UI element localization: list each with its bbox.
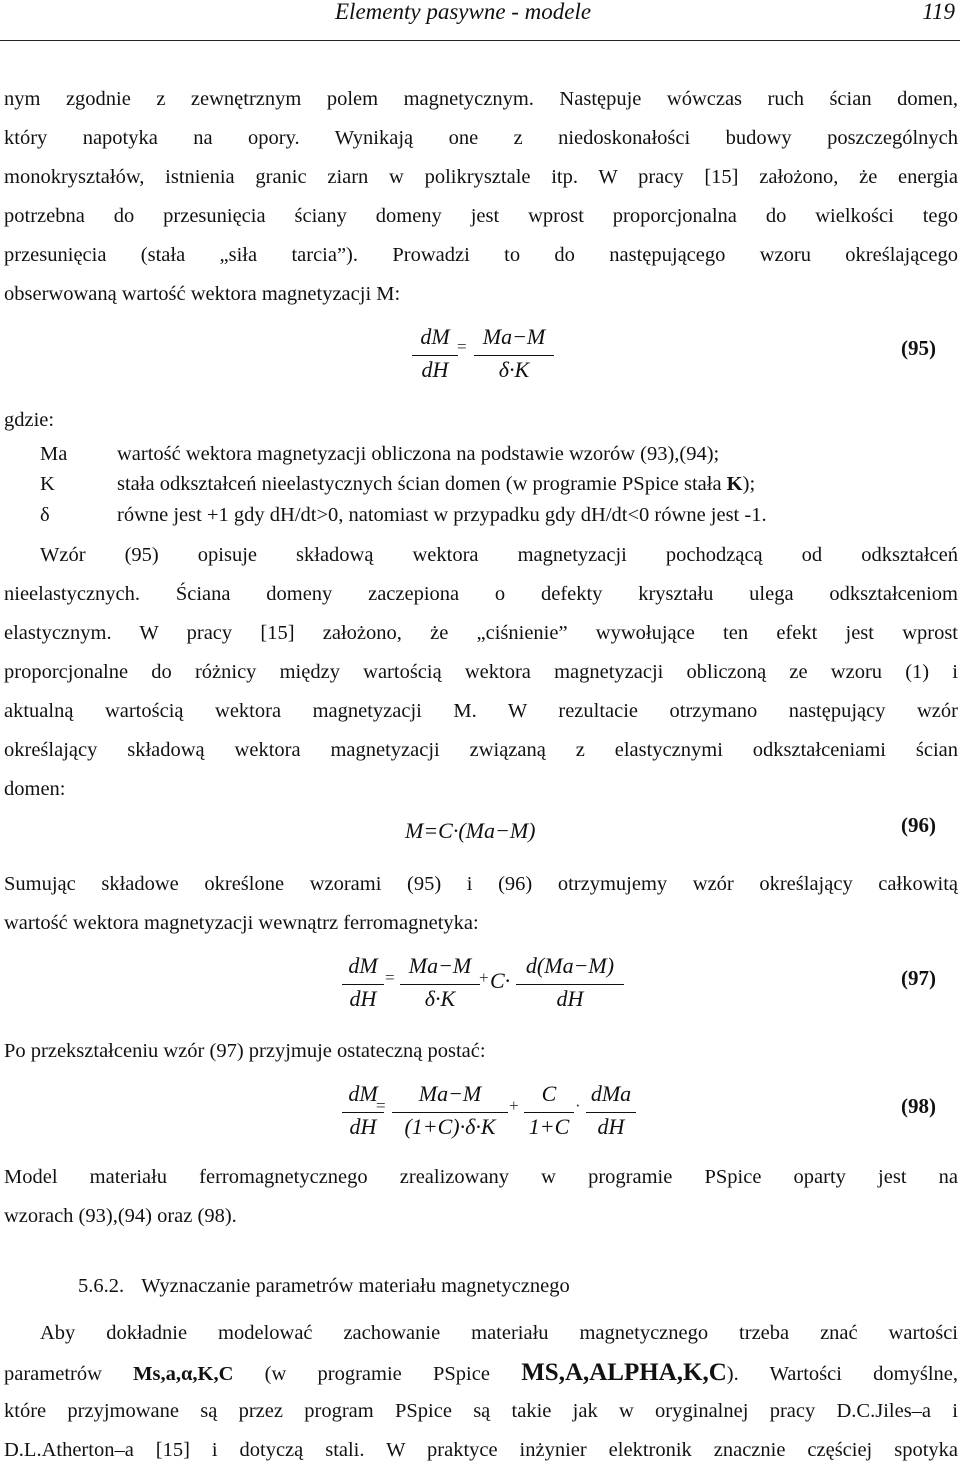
eq97-term2-denominator: dH — [556, 986, 584, 1011]
text-line: Model materiału ferromagnetycznego zrealizowany w programie PSpice oparty jest na — [4, 1166, 958, 1188]
page-header — [0, 0, 960, 41]
eq97-fraction-bar — [400, 984, 480, 985]
eq97-equals: = — [385, 968, 395, 987]
text-line: elastycznym. W pracy [15] założono, że „ciśnienie” wywołujące ten efekt jest wprost — [4, 622, 958, 644]
eq98-term1-numerator: Ma−M — [418, 1081, 482, 1106]
text-part: parametrów — [4, 1363, 134, 1385]
eq95-lhs-denominator: dH — [421, 357, 449, 382]
text-line: potrzebna do przesunięcia ściany domeny jest wprost proporcjonalna do wielkości tego — [4, 205, 958, 227]
eq98-term3-numerator: dMa — [590, 1081, 632, 1106]
section-heading — [78, 1275, 570, 1298]
eq97-lhs-denominator: dH — [349, 986, 377, 1011]
text-line: wzorach (93),(94) oraz (98). — [4, 1205, 237, 1227]
text-line: domen: — [4, 778, 66, 800]
paragraph-1 — [4, 80, 958, 314]
section-number: 5.6.2. — [78, 1275, 125, 1297]
definition-text: wartość wektora magnetyzacji obliczona na podstawie wzorów (93),(94); — [117, 443, 720, 465]
text-line: przesunięcia (stała „siła tarcia”). Prowadzi to do następującego wzoru określającego — [4, 244, 958, 266]
eq95-number: (95) — [901, 336, 936, 360]
definition-symbol: Ma — [40, 443, 68, 465]
eq96-number: (96) — [901, 813, 936, 837]
eq97-term2-numerator: d(Ma−M) — [525, 953, 615, 978]
eq95-rhs-denominator: δ·K — [498, 357, 530, 382]
text-line: aktualną wartością wektora magnetyzacji M. W rezultacie otrzymano następujący wzór — [4, 700, 958, 722]
text-line — [4, 1353, 958, 1392]
eq95-rhs-numerator: Ma−M — [482, 324, 546, 349]
paragraph-6 — [4, 1314, 958, 1470]
eq98-dot: · — [575, 1096, 581, 1115]
eq98-term3-denominator: dH — [597, 1114, 625, 1139]
eq97-term1-denominator: δ·K — [424, 986, 456, 1011]
definition-text — [117, 473, 755, 496]
eq98-equals: = — [376, 1096, 386, 1115]
definition-symbol: δ — [40, 504, 50, 526]
text-line: wartość wektora magnetyzacji wewnątrz ferromagnetyka: — [4, 912, 479, 934]
running-title: Elementy pasywne - modele — [335, 0, 592, 24]
eq95-equals: = — [457, 337, 467, 356]
text-line: Sumując składowe określone wzorami (95) i (96) otrzymujemy wzór określający całkowitą — [4, 873, 958, 895]
text-line: określający składową wektora magnetyzacji związaną z elastycznymi odkształceniami ścian — [4, 739, 958, 761]
eq98-fraction-bar — [524, 1112, 574, 1113]
text-line: nym zgodnie z zewnętrznym polem magnetycznym. Następuje wówczas ruch ścian domen, — [4, 88, 958, 110]
parameters-bold: Ms,a,α,K,C — [133, 1363, 234, 1385]
text-line: który napotyka na opory. Wynikają one z niedoskonałości budowy poszczególnych — [4, 127, 958, 149]
eq97-number: (97) — [901, 966, 936, 990]
eq97-fraction-bar — [516, 984, 624, 985]
section-title: Wyznaczanie parametrów materiału magnetycznego — [141, 1275, 570, 1297]
eq98-term1-denominator: (1+C)·δ·K — [404, 1114, 496, 1139]
definition-text-part: stała odkształceń nieelastycznych ścian domen (w programie PSpice stała — [117, 473, 727, 495]
text-line: obserwowaną wartość wektora magnetyzacji M: — [4, 283, 401, 305]
text-line: Wzór (95) opisuje składową wektora magnetyzacji pochodzącą od odkształceń — [40, 544, 958, 566]
paragraph-4 — [4, 1032, 958, 1071]
pspice-parameters: MS,A,ALPHA,K,C — [521, 1359, 727, 1386]
eq97-plus: + — [479, 968, 489, 987]
eq97-term1-numerator: Ma−M — [408, 953, 472, 978]
text-line: D.L.Atherton–a [15] i dotyczą stali. W praktyce inżynier elektronik znacznie częściej spotyka — [4, 1439, 958, 1461]
definition-text-bold: K — [726, 473, 743, 495]
where-label: gdzie: — [4, 409, 55, 431]
eq98-fraction-bar — [392, 1112, 508, 1113]
text-line: proporcjonalne do różnicy między wartością wektora magnetyzacji obliczoną ze wzoru (1) i — [4, 661, 958, 683]
text-line: nieelastycznych. Ściana domeny zaczepiona o defekty kryształu ulega odkształceniom — [4, 583, 958, 605]
eq98-plus: + — [509, 1096, 519, 1115]
eq96-expression: M=C·(Ma−M) — [405, 818, 536, 843]
eq95-fraction-bar — [412, 355, 458, 356]
text-line: monokryształów, istnienia granic ziarn w polikrysztale itp. W pracy [15] założono, że energia — [4, 166, 958, 188]
eq98-fraction-bar — [586, 1112, 636, 1113]
definition-symbol: K — [40, 473, 55, 495]
page-number: 119 — [922, 0, 955, 24]
paragraph-2 — [4, 536, 958, 809]
definition-text: równe jest +1 gdy dH/dt>0, natomiast w przypadku gdy dH/dt<0 równe jest -1. — [117, 504, 767, 526]
eq95-lhs-numerator: dM — [420, 324, 450, 349]
paragraph-5 — [4, 1158, 958, 1236]
text-part: ). Wartości domyślne, — [726, 1363, 958, 1385]
text-line: które przyjmowane są przez program PSpice są takie jak w oryginalnej pracy D.C.Jiles–a i — [4, 1400, 958, 1422]
eq95-fraction-bar — [474, 355, 554, 356]
eq98-term2-denominator: 1+C — [528, 1114, 570, 1139]
eq98-lhs-numerator: dM — [348, 1081, 378, 1106]
eq98-term2-numerator: C — [541, 1081, 557, 1106]
eq98-lhs-denominator: dH — [349, 1114, 377, 1139]
text-line: Aby dokładnie modelować zachowanie materiału magnetycznego trzeba znać wartości — [40, 1322, 958, 1344]
eq97-lhs-numerator: dM — [348, 953, 378, 978]
eq97-fraction-bar — [342, 984, 384, 985]
text-part: (w programie PSpice — [233, 1363, 522, 1385]
eq98-number: (98) — [901, 1094, 936, 1118]
text-line: Po przekształceniu wzór (97) przyjmuje ostateczną postać: — [4, 1040, 486, 1062]
paragraph-3 — [4, 865, 958, 943]
definition-text-part: ); — [742, 473, 756, 495]
eq97-coefficient: C· — [490, 968, 511, 993]
